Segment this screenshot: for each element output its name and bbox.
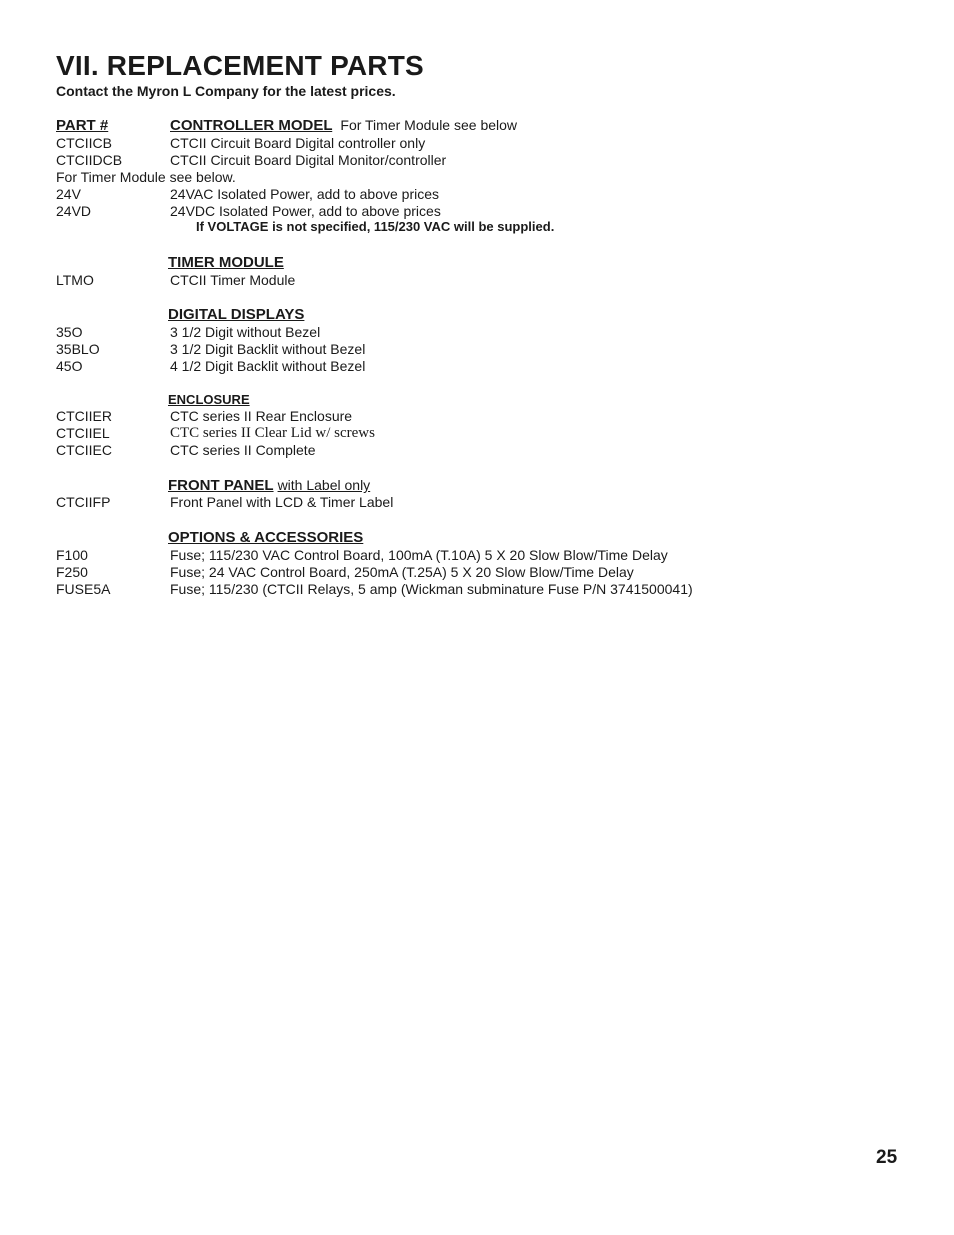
page-title: VII. REPLACEMENT PARTS (56, 50, 424, 81)
part-number: CTCIICB (56, 135, 112, 151)
part-description: Fuse; 115/230 (CTCII Relays, 5 amp (Wickman subminature Fuse P/N 3741500041) (170, 581, 693, 597)
part-number: CTCIIEC (56, 442, 112, 458)
timer-module-note: For Timer Module see below. (56, 169, 236, 185)
controller-model-note: For Timer Module see below (340, 117, 518, 133)
part-number: 35O (56, 324, 83, 340)
part-number: F100 (56, 547, 88, 563)
part-number: 35BLO (56, 341, 100, 357)
part-number: 24VD (56, 203, 92, 219)
part-description: Front Panel with LCD & Timer Label (170, 494, 394, 510)
part-number-header: PART # (56, 117, 109, 134)
part-number: 24V (56, 186, 81, 202)
part-number: LTMO (56, 272, 94, 288)
section-heading-front-panel (168, 477, 370, 494)
part-description: Fuse; 24 VAC Control Board, 250mA (T.25A) 5 X 20 Slow Blow/Time Delay (170, 564, 634, 580)
part-description: Fuse; 115/230 VAC Control Board, 100mA (T.10A) 5 X 20 Slow Blow/Time Delay (170, 547, 668, 563)
part-description: 24VAC Isolated Power, add to above prices (170, 186, 440, 202)
front-panel-label: FRONT PANEL (168, 477, 274, 494)
page-number: 25 (876, 1147, 898, 1168)
part-description: 3 1/2 Digit without Bezel (170, 324, 321, 340)
part-number: CTCIIFP (56, 494, 111, 510)
part-number: CTCIIER (56, 408, 112, 424)
controller-model-header (170, 117, 517, 134)
part-number: FUSE5A (56, 581, 111, 597)
voltage-note: If VOLTAGE is not specified, 115/230 VAC will be supplied. (196, 219, 555, 234)
controller-model-label: CONTROLLER MODEL (170, 117, 333, 134)
part-description: 24VDC Isolated Power, add to above prices (170, 203, 441, 219)
page-subtitle: Contact the Myron L Company for the latest prices. (56, 83, 396, 99)
part-description: CTCII Circuit Board Digital controller only (170, 135, 426, 151)
part-number: CTCIIEL (56, 425, 110, 441)
front-panel-note: with Label only (277, 477, 371, 493)
section-heading-options: OPTIONS & ACCESSORIES (168, 529, 364, 546)
part-number: F250 (56, 564, 88, 580)
part-description: 3 1/2 Digit Backlit without Bezel (170, 341, 366, 357)
part-description: CTC series II Rear Enclosure (170, 408, 353, 424)
part-description: CTC series II Clear Lid w/ screws (170, 425, 375, 441)
part-number: 45O (56, 358, 83, 374)
part-description: CTCII Circuit Board Digital Monitor/controller (170, 152, 447, 168)
part-number: CTCIIDCB (56, 152, 123, 168)
section-heading-timer-module: TIMER MODULE (168, 254, 284, 271)
section-heading-enclosure: ENCLOSURE (168, 392, 250, 407)
part-description: 4 1/2 Digit Backlit without Bezel (170, 358, 366, 374)
part-description: CTCII Timer Module (170, 272, 296, 288)
part-description: CTC series II Complete (170, 442, 316, 458)
section-heading-digital-displays: DIGITAL DISPLAYS (168, 306, 305, 323)
